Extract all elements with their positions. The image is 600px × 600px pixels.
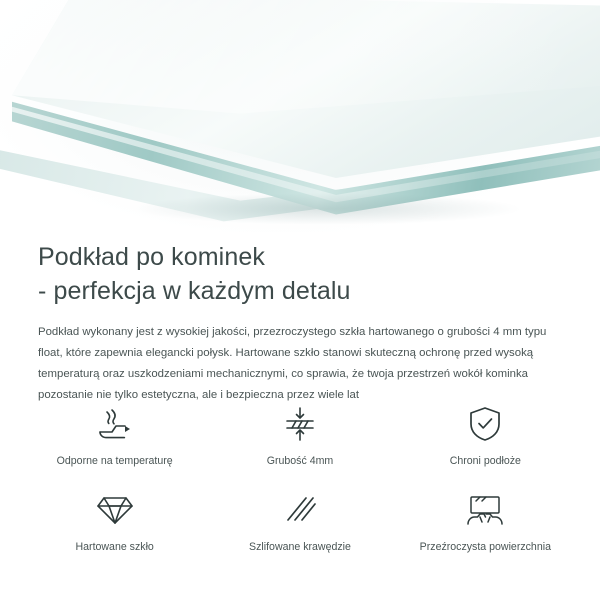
feature-item (22, 490, 207, 572)
hero-image (0, 0, 600, 232)
description-paragraph: Podkład wykonany jest z wysokiej jakości, przezroczystego szkła hartowanego o grubości 4 mm typu float, które zapewnia elegancki połysk. Hartowane szkło stanowi skuteczną ochronę przed wysoką temperaturą oraz uszkodzeniami mechanicznymi, co sprawia, że twoja przestrzeń wokół kominka pozostanie nie tylko estetyczna, ale i bezpieczna przez wiele lat (38, 326, 547, 401)
glass-pane-shadow (30, 186, 570, 232)
feature-label: Hartowane szkło (75, 541, 154, 553)
page-title (38, 232, 562, 308)
thickness-arrows-icon (280, 404, 320, 444)
feature-label: Grubość 4mm (266, 455, 334, 467)
feature-item (207, 490, 392, 572)
feature-label: Przeźroczysta powierzchnia (419, 541, 551, 553)
feature-item (393, 490, 578, 572)
cleaning-hands-icon (463, 490, 507, 530)
text-content (0, 232, 600, 406)
shield-check-icon (468, 404, 502, 444)
feature-item (207, 404, 392, 486)
fire-resistant-icon (94, 404, 136, 444)
feature-label: Szlifowane krawędzie (249, 541, 351, 553)
feature-label: Odporne na temperaturę (56, 455, 173, 467)
feature-grid (0, 404, 600, 572)
feature-label: Chroni podłoże (449, 455, 521, 467)
diamond-icon (96, 490, 134, 530)
headline-line-1: Podkład po kominek (38, 243, 265, 271)
feature-item (393, 404, 578, 486)
polished-edges-icon (282, 490, 318, 530)
headline-line-2: - perfekcja w każdym detalu (38, 277, 351, 305)
feature-item (22, 404, 207, 486)
